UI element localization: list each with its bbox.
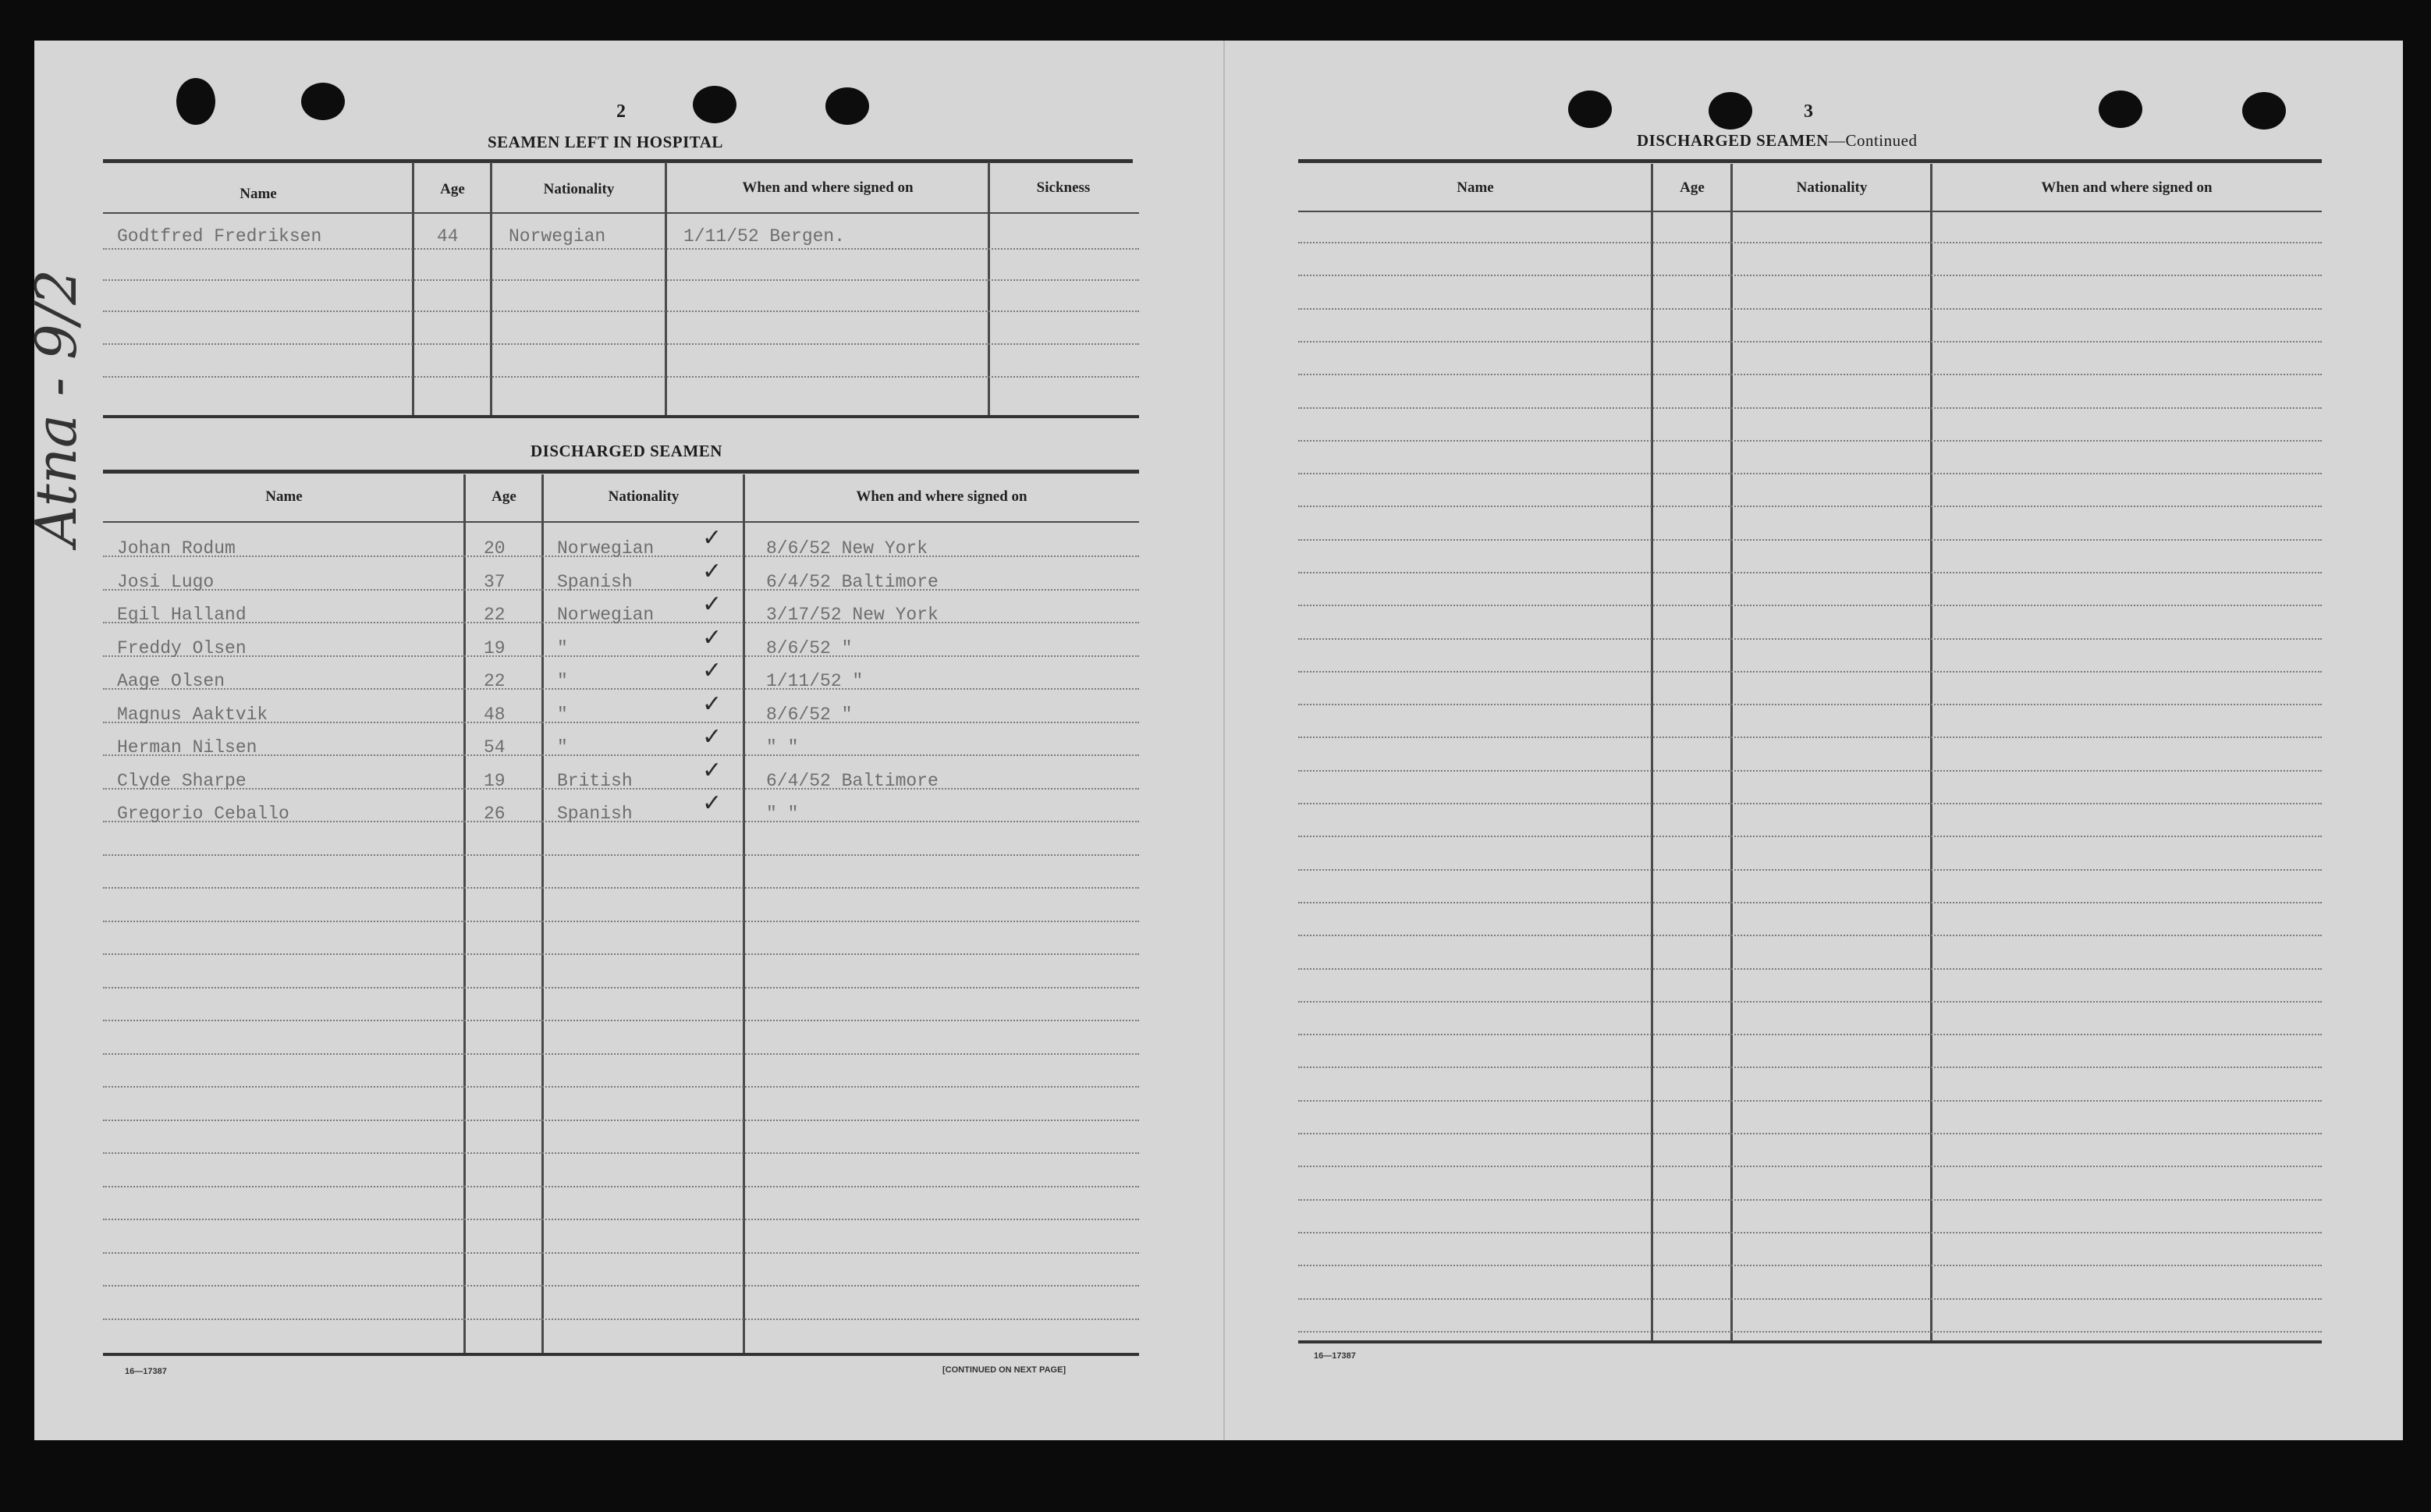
title-text: DISCHARGED SEAMEN [1637, 131, 1829, 150]
seaman-signed-on: 8/6/52 New York [766, 538, 928, 559]
row-rule [1298, 1067, 2322, 1069]
punch-hole [1568, 91, 1612, 128]
row-rule [103, 754, 1139, 757]
column-header-age: Age [492, 488, 516, 505]
page-number: 2 [616, 101, 626, 122]
row-rule [1298, 407, 2322, 410]
seaman-age: 19 [484, 638, 506, 658]
row-rule [1298, 704, 2322, 706]
row-rule [1298, 1133, 2322, 1135]
row-rule [1298, 770, 2322, 772]
column-header-signed-on: When and where signed on [742, 179, 914, 196]
form-number: 16—17387 [125, 1367, 167, 1376]
seaman-nationality: " [557, 705, 568, 725]
checkmark-icon: ✓ [702, 524, 722, 552]
row-rule [1298, 1166, 2322, 1168]
row-rule [1298, 1265, 2322, 1267]
column-header-name: Name [265, 488, 303, 505]
seaman-age: 26 [484, 804, 506, 824]
document-sheet [34, 41, 2403, 1440]
row-rule [103, 688, 1139, 690]
handwritten-margin-note: Atna - 9/2 [23, 269, 89, 546]
checkmark-icon: ✓ [702, 690, 722, 718]
seaman-age: 22 [484, 671, 506, 691]
row-rule [1298, 1298, 2322, 1301]
seaman-name: Freddy Olsen [117, 638, 247, 658]
punch-hole [693, 86, 736, 123]
punch-hole [2099, 91, 2142, 128]
punch-hole [825, 87, 869, 125]
continued-note: [CONTINUED ON NEXT PAGE] [942, 1365, 1066, 1375]
row-rule [1298, 1001, 2322, 1003]
row-rule [1298, 902, 2322, 904]
row-rule [103, 1219, 1139, 1221]
row-rule [103, 953, 1139, 956]
column-header-signed-on: When and where signed on [2041, 179, 2213, 196]
column-header-name: Name [240, 186, 277, 202]
row-rule [1298, 275, 2322, 277]
column-header-age: Age [1680, 179, 1705, 196]
row-rule [1298, 242, 2322, 244]
seaman-nationality: Norwegian [557, 538, 655, 559]
hospital-section-title: SEAMEN LEFT IN HOSPITAL [488, 133, 723, 151]
row-rule [1298, 1232, 2322, 1234]
seaman-name: Aage Olsen [117, 671, 225, 691]
seaman-name: Josi Lugo [117, 572, 215, 592]
seaman-nationality: Norwegian [509, 226, 606, 247]
checkmark-icon: ✓ [702, 723, 722, 751]
seaman-age: 54 [484, 737, 506, 758]
row-rule [1298, 935, 2322, 937]
row-rule [1298, 308, 2322, 311]
checkmark-icon: ✓ [702, 624, 722, 651]
row-rule [103, 987, 1139, 989]
row-rule [103, 655, 1139, 658]
row-rule [1298, 605, 2322, 607]
row-rule [103, 1252, 1139, 1255]
checkmark-icon: ✓ [702, 558, 722, 585]
row-rule [1298, 836, 2322, 838]
column-header-sickness: Sickness [1036, 179, 1091, 196]
punch-hole [2242, 92, 2286, 130]
row-rule [1298, 539, 2322, 541]
column-header-nationality: Nationality [1796, 179, 1868, 196]
row-rule [1298, 341, 2322, 343]
seaman-nationality: " [557, 737, 568, 758]
row-rule [1298, 440, 2322, 442]
seaman-signed-on: 1/11/52 " [766, 671, 864, 691]
row-rule [1298, 638, 2322, 641]
row-rule [103, 1285, 1139, 1287]
row-rule [1298, 968, 2322, 971]
seaman-signed-on: 8/6/52 " [766, 638, 853, 658]
seaman-name: Egil Halland [117, 605, 247, 625]
form-number: 16—17387 [1314, 1351, 1356, 1361]
checkmark-icon: ✓ [702, 657, 722, 684]
row-rule [103, 1120, 1139, 1122]
seaman-nationality: Spanish [557, 572, 633, 592]
seaman-age: 19 [484, 771, 506, 791]
title-suffix: —Continued [1828, 131, 1918, 150]
row-rule [1298, 869, 2322, 871]
row-rule [1298, 1034, 2322, 1036]
row-rule [1298, 1331, 2322, 1333]
row-rule [103, 1186, 1139, 1188]
punch-hole [1709, 92, 1752, 130]
seaman-age: 48 [484, 705, 506, 725]
row-rule [103, 854, 1139, 857]
row-rule [1298, 374, 2322, 376]
seaman-signed-on: 6/4/52 Baltimore [766, 771, 939, 791]
discharged-section-title: DISCHARGED SEAMEN [531, 442, 722, 460]
seaman-signed-on: " " [766, 737, 799, 758]
seaman-name: Johan Rodum [117, 538, 236, 559]
seaman-nationality: Spanish [557, 804, 633, 824]
seaman-age: 22 [484, 605, 506, 625]
checkmark-icon: ✓ [702, 757, 722, 784]
seaman-nationality: British [557, 771, 633, 791]
seaman-signed-on: " " [766, 804, 799, 824]
column-header-age: Age [440, 181, 465, 197]
row-rule [1298, 506, 2322, 508]
row-rule [1298, 572, 2322, 574]
discharged-continued-title [1637, 131, 1917, 151]
checkmark-icon: ✓ [702, 591, 722, 618]
checkmark-icon: ✓ [702, 790, 722, 817]
seaman-nationality: " [557, 638, 568, 658]
row-rule [1298, 1100, 2322, 1102]
column-header-signed-on: When and where signed on [856, 488, 1027, 505]
page-number: 3 [1804, 101, 1813, 122]
seaman-nationality: Norwegian [557, 605, 655, 625]
column-header-name: Name [1457, 179, 1494, 196]
seaman-age: 20 [484, 538, 506, 559]
column-header-nationality: Nationality [543, 181, 615, 197]
row-rule [103, 1020, 1139, 1022]
punch-hole [176, 78, 215, 125]
seaman-signed-on: 1/11/52 Bergen. [683, 226, 846, 247]
row-rule [103, 921, 1139, 923]
row-rule [1298, 736, 2322, 739]
seaman-nationality: " [557, 671, 568, 691]
seaman-signed-on: 8/6/52 " [766, 705, 853, 725]
row-rule [1298, 803, 2322, 805]
row-rule [1298, 473, 2322, 475]
seaman-signed-on: 6/4/52 Baltimore [766, 572, 939, 592]
row-rule [103, 1053, 1139, 1056]
seaman-name: Clyde Sharpe [117, 771, 247, 791]
row-rule [103, 1152, 1139, 1155]
seaman-name: Magnus Aaktvik [117, 705, 268, 725]
row-rule [103, 1086, 1139, 1088]
seaman-name: Godtfred Fredriksen [117, 226, 322, 247]
row-rule [103, 1319, 1139, 1321]
page-fold [1223, 41, 1225, 1440]
row-rule [1298, 671, 2322, 673]
seaman-signed-on: 3/17/52 New York [766, 605, 939, 625]
row-rule [103, 887, 1139, 889]
seaman-age: 44 [437, 226, 459, 247]
seaman-age: 37 [484, 572, 506, 592]
column-header-nationality: Nationality [608, 488, 680, 505]
punch-hole [301, 83, 345, 120]
row-rule [1298, 1199, 2322, 1201]
seaman-name: Gregorio Ceballo [117, 804, 289, 824]
seaman-name: Herman Nilsen [117, 737, 257, 758]
